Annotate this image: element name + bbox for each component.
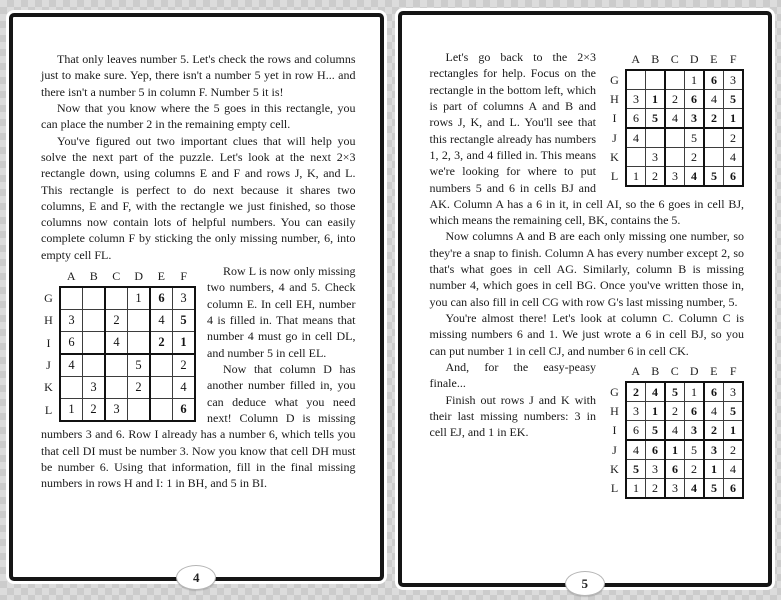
grid-cell-CL: 3: [665, 167, 685, 187]
paragraph: Now that you know where the 5 goes in this rectangle, you can place the number 2 in the remaining empty cell.: [41, 100, 356, 132]
paragraph: Now columns A and B are each only missing one number, so they're a snap to finish. Column A has every number except 2, so that's what goes in cell AG. Similarly, column B is missing number 4, which goes in cell BG. Once you've written those in, you can also fill in cell CG with row G's last missing number, 5.: [429, 229, 744, 309]
grid-cell-FK: 4: [724, 459, 744, 478]
grid-col-header: C: [670, 51, 679, 66]
grid-cell-CG: 5: [665, 382, 685, 402]
grid-cell-DL: [128, 399, 151, 422]
grid-col-header: B: [651, 363, 660, 378]
grid-cell-DH: [128, 310, 151, 332]
page-right: [398, 11, 773, 591]
grid-cell-CG: [105, 287, 128, 310]
grid-col-header: A: [66, 268, 76, 283]
grid-col-header: D: [689, 363, 699, 378]
grid-cell-EL: 5: [704, 478, 724, 498]
grid-cell-FG: 3: [173, 287, 196, 310]
grid-cell-FJ: 2: [724, 440, 744, 460]
grid-cell-DI: [128, 332, 151, 355]
grid-cell-BI: [83, 332, 106, 355]
grid-cell-FG: 3: [724, 382, 744, 402]
grid-cell-FK: 4: [173, 377, 196, 399]
grid-corner: [607, 50, 626, 70]
grid-row-header: J: [612, 130, 617, 145]
grid-row-header: I: [612, 111, 617, 126]
puzzle-grid-right-bottom: [607, 362, 744, 499]
grid-cell-AH: 3: [626, 90, 646, 109]
grid-cell-AK: 5: [626, 459, 646, 478]
grid-cell-FI: 1: [724, 420, 744, 440]
grid-col-header: B: [651, 51, 660, 66]
grid-cell-DL: 4: [685, 167, 705, 187]
grid-cell-DK: 2: [128, 377, 151, 399]
grid-cell-AH: 3: [60, 310, 83, 332]
grid-col-header: D: [689, 51, 699, 66]
grid-cell-AL: 1: [626, 167, 646, 187]
grid-cell-DI: 3: [685, 420, 705, 440]
grid-cell-CL: 3: [105, 399, 128, 422]
grid-cell-FI: 1: [724, 109, 744, 129]
grid-cell-CJ: [105, 354, 128, 377]
grid-cell-CL: 3: [665, 478, 685, 498]
grid-cell-DH: 6: [685, 401, 705, 420]
page-number-right: 5: [565, 571, 605, 596]
grid-cell-BL: 2: [646, 478, 666, 498]
grid-cell-AI: 6: [626, 420, 646, 440]
grid-cell-AJ: 4: [626, 440, 646, 460]
grid-cell-FL: 6: [724, 478, 744, 498]
grid-cell-EG: 6: [150, 287, 173, 310]
page-left: [9, 13, 384, 585]
grid-cell-BL: 2: [83, 399, 106, 422]
grid-cell-EJ: [150, 354, 173, 377]
grid-row-header: K: [610, 149, 619, 164]
paragraph: That only leaves number 5. Let's check the rows and columns just to make sure. Yep, there isn't a number 5 yet in row H... and there isn't a number 5 in column F. Number 5 it is!: [41, 52, 356, 99]
grid-cell-DG: 1: [128, 287, 151, 310]
grid-col-header: C: [112, 268, 121, 283]
grid-cell-EH: 4: [150, 310, 173, 332]
grid-cell-AG: [626, 70, 646, 90]
page-right-content: [402, 15, 769, 583]
grid-row-header: H: [610, 403, 619, 418]
grid-cell-AG: [60, 287, 83, 310]
grid-row-header: J: [46, 358, 51, 373]
paragraph: You're almost there! Let's look at column C. Column C is missing numbers 6 and 1. We just wrote a 6 in cell BJ, so you can put number 1 in cell CJ, and number 6 in cell CK.: [429, 311, 744, 358]
grid-row-header: K: [44, 380, 53, 395]
grid-cell-FH: 5: [173, 310, 196, 332]
grid-row-header: L: [44, 402, 53, 417]
grid-cell-DJ: 5: [685, 128, 705, 148]
grid-col-header: C: [670, 363, 679, 378]
grid-col-header: A: [631, 51, 641, 66]
grid-cell-BJ: [646, 128, 666, 148]
grid-cell-FH: 5: [724, 401, 744, 420]
grid-cell-BJ: 6: [646, 440, 666, 460]
paragraph: Finish out rows J and K with their last missing numbers: 3 in cell EJ, and 1 in EK.: [429, 392, 596, 440]
puzzle-grid-table: [607, 50, 744, 187]
paragraph: Let's go back to the 2×3 rectangles for help. Focus on the rectangle in the bottom left, which is part of columns A and B and rows J, K, and L. You'll see that this rectangle already has numbers 1, 2, 3, and 4 filled in. This means we're looking for where to put numbers 5 and 6 in cells BJ and AK. Column A has a 6 in it, in cell AI, so the 6 goes in cell BJ, which means the remaining cell, BK, contains the 5.: [429, 50, 744, 228]
grid-cell-FJ: 2: [173, 354, 196, 377]
grid-corner: [607, 362, 626, 382]
puzzle-grid-right-top: [607, 50, 744, 187]
grid-row-header: L: [610, 169, 619, 184]
grid-cell-EK: [150, 377, 173, 399]
grid-cell-AL: 1: [626, 478, 646, 498]
grid-col-header: E: [710, 363, 718, 378]
grid-cell-AJ: 4: [626, 128, 646, 148]
grid-cell-CG: [665, 70, 685, 90]
grid-col-header: A: [631, 363, 641, 378]
grid-cell-DK: 2: [685, 148, 705, 167]
grid-row-header: I: [46, 335, 51, 350]
grid-cell-FL: 6: [724, 167, 744, 187]
grid-cell-DJ: 5: [128, 354, 151, 377]
grid-cell-EH: 4: [704, 90, 724, 109]
page-number-left: 4: [176, 565, 216, 590]
grid-cell-DH: 6: [685, 90, 705, 109]
grid-cell-CH: 2: [665, 401, 685, 420]
grid-cell-EL: 5: [704, 167, 724, 187]
grid-cell-CI: 4: [105, 332, 128, 355]
grid-col-header: F: [729, 51, 737, 66]
grid-cell-CH: 2: [665, 90, 685, 109]
grid-cell-AG: 2: [626, 382, 646, 402]
grid-cell-EG: 6: [704, 70, 724, 90]
grid-cell-EI: 2: [704, 109, 724, 129]
grid-cell-AI: 6: [60, 332, 83, 355]
grid-cell-DJ: 5: [685, 440, 705, 460]
paragraph: And, for the easy-peasy finale...: [429, 359, 596, 391]
grid-cell-AJ: 4: [60, 354, 83, 377]
puzzle-grid-left: [41, 267, 196, 422]
grid-cell-EK: [704, 148, 724, 167]
grid-cell-EJ: 3: [704, 440, 724, 460]
grid-cell-CK: [665, 148, 685, 167]
grid-cell-CK: 6: [665, 459, 685, 478]
grid-cell-BK: 3: [646, 459, 666, 478]
grid-cell-FI: 1: [173, 332, 196, 355]
grid-cell-BG: 4: [646, 382, 666, 402]
grid-cell-EH: 4: [704, 401, 724, 420]
paragraph: Row L is now only missing two numbers, 4 and 5. Check column E. In cell EH, number 4 is filled in. That means that number 4 must go in cell DL, and number 5 in cell EL.: [207, 264, 356, 360]
grid-cell-FL: 6: [173, 399, 196, 422]
grid-row-header: I: [612, 423, 617, 438]
grid-cell-BG: [83, 287, 106, 310]
grid-cell-BI: 5: [646, 109, 666, 129]
grid-cell-CK: [105, 377, 128, 399]
grid-cell-EL: [150, 399, 173, 422]
grid-cell-CI: 4: [665, 420, 685, 440]
grid-row-header: G: [610, 384, 619, 399]
grid-cell-BH: 1: [646, 401, 666, 420]
grid-cell-AH: 3: [626, 401, 646, 420]
page-left-content: [13, 17, 380, 577]
grid-cell-CJ: 1: [665, 440, 685, 460]
grid-cell-FH: 5: [724, 90, 744, 109]
grid-row-header: G: [44, 291, 53, 306]
grid-cell-AK: [60, 377, 83, 399]
grid-row-header: J: [612, 442, 617, 457]
grid-cell-EJ: [704, 128, 724, 148]
grid-cell-EK: 1: [704, 459, 724, 478]
grid-col-header: F: [180, 268, 188, 283]
grid-row-header: L: [610, 481, 619, 496]
grid-cell-AK: [626, 148, 646, 167]
puzzle-grid-table: [607, 362, 744, 499]
grid-cell-AL: 1: [60, 399, 83, 422]
grid-cell-BH: [83, 310, 106, 332]
grid-cell-DG: 1: [685, 382, 705, 402]
grid-cell-AI: 6: [626, 109, 646, 129]
grid-cell-CI: 4: [665, 109, 685, 129]
paragraph: Now that column D has another number filled in, you can deduce what you need next! Column D is missing numbers 3 and 6. Row I already has a number 6, which tells you that cell DI must be number 3. Now you know that cell DH must be number 6. Using that information, fill in the final missing numbers in rows H and I: 1 in BH, and 5 in BI.: [41, 361, 356, 491]
puzzle-grid-table: [41, 267, 196, 422]
grid-col-header: B: [89, 268, 98, 283]
grid-row-header: G: [610, 72, 619, 87]
grid-col-header: E: [710, 51, 718, 66]
grid-cell-BI: 5: [646, 420, 666, 440]
grid-cell-CJ: [665, 128, 685, 148]
grid-cell-BG: [646, 70, 666, 90]
grid-cell-CH: 2: [105, 310, 128, 332]
grid-cell-BJ: [83, 354, 106, 377]
grid-cell-BK: 3: [83, 377, 106, 399]
grid-cell-DI: 3: [685, 109, 705, 129]
grid-col-header: E: [157, 268, 165, 283]
grid-cell-FJ: 2: [724, 128, 744, 148]
grid-cell-BK: 3: [646, 148, 666, 167]
grid-cell-EI: 2: [704, 420, 724, 440]
grid-cell-EI: 2: [150, 332, 173, 355]
grid-cell-DG: 1: [685, 70, 705, 90]
grid-corner: [41, 267, 60, 287]
grid-row-header: K: [610, 461, 619, 476]
grid-cell-FG: 3: [724, 70, 744, 90]
grid-cell-BL: 2: [646, 167, 666, 187]
grid-cell-DK: 2: [685, 459, 705, 478]
grid-col-header: F: [729, 363, 737, 378]
paragraph: You've figured out two important clues that will help you solve the next part of the puzzle. Let's look at the next 2×3 rectangle down, using columns E and F and rows J, K, and L. This rectangle is perfect to do next because it shares two columns, E and F, with the rectangle we just finished, so those columns now contain lots of helpful numbers. You can easily complete column F by sticking the only missing number, 6, into empty cell FL.: [41, 133, 356, 262]
grid-row-header: H: [610, 91, 619, 106]
grid-cell-FK: 4: [724, 148, 744, 167]
grid-cell-DL: 4: [685, 478, 705, 498]
grid-col-header: D: [134, 268, 144, 283]
grid-cell-EG: 6: [704, 382, 724, 402]
grid-row-header: H: [44, 313, 53, 328]
grid-cell-BH: 1: [646, 90, 666, 109]
